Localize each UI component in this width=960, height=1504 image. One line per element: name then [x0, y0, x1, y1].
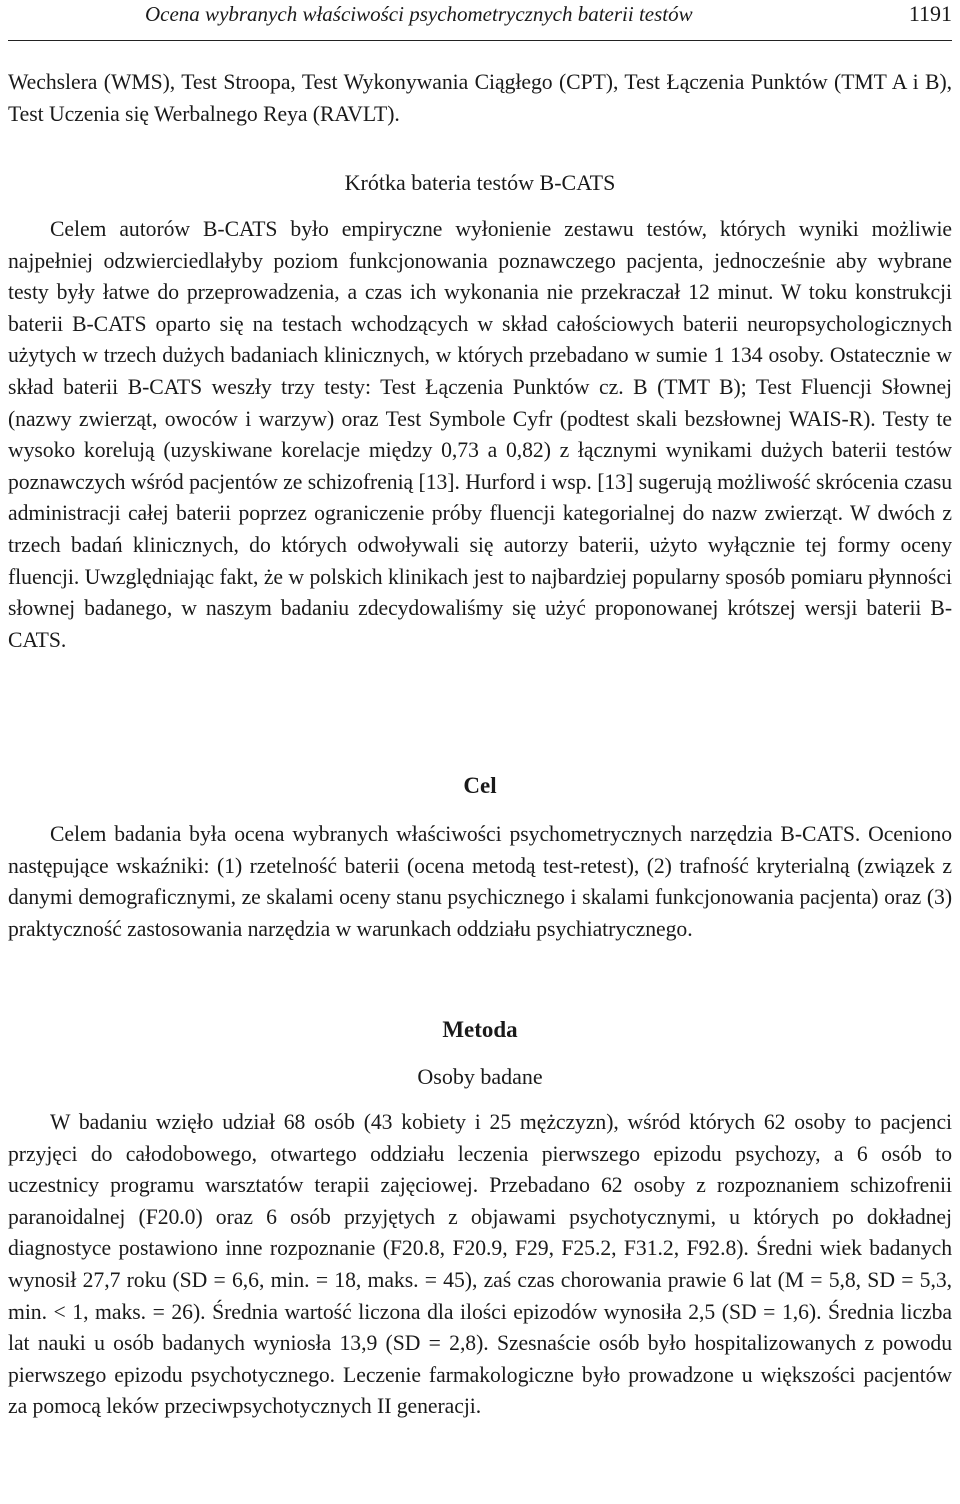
running-title: Ocena wybranych właściwości psychometrycznych baterii testów [145, 2, 693, 26]
section-heading-bcats: Krótka bateria testów B-CATS [344, 170, 616, 195]
paragraph-osoby-badane: W badaniu wzięło udział 68 osób (43 kobiety i 25 mężczyzn), wśród których 62 osoby to pacjenci przyjęci do całodobowego, otwartego oddziału leczenia pierwszego epizodu psychozy, a 6 osób to uczestnicy programu warsztatów terapii zajęciowej. Przebadano 62 osoby z rozpoznaniem schizofrenii paranoidalnej (F20.0) oraz 6 osób przyjętych z objawami psychotycznymi, u których po dokładnej diagnostyce postawiono inne rozpoznanie (F20.8, F20.9, F29, F25.2, F31.2, F92.8). Średni wiek badanych wynosił 27,7 roku (SD = 6,6, min. = 18, maks. = 45), zaś czas chorowania prawie 6 lat (M = 5,8, SD = 5,3, min. < 1, maks. = 26). Średnia wartość liczona dla ilości epizodów wynosiła 2,5 (SD = 1,6). Średnia liczba lat nauki u osób badanych wyniosła 13,9 (SD = 2,8). Szesnaście osób było hospitalizowanych z powodu pierwszego epizodu psychotycznego. Leczenie farmakologiczne było prowadzone u większości pacjentów za pomocą leków przeciwpsychotycznych II generacji. [8, 1110, 952, 1419]
subsection-heading-osoby-badane: Osoby badane [417, 1064, 543, 1089]
paragraph-cel: Celem badania była ocena wybranych właściwości psychometrycznych narzędzia B-CATS. Oceniono następujące wskaźniki: (1) rzetelność baterii (ocena metodą test-retest), (2) trafność kryterialną (związek z danymi demograficznymi, ze skalami oceny stanu psychicznego i skalami funkcjonowania pacjenta) oraz (3) praktyczność zastosowania narzędzia w warunkach oddziału psychiatrycznego. [8, 822, 952, 941]
paragraph-continuation: Wechslera (WMS), Test Stroopa, Test Wykonywania Ciągłego (CPT), Test Łączenia Punktów (TMT A i B), Test Uczenia się Werbalnego Reya (RAVLT). [8, 70, 952, 126]
section-heading-metoda: Metoda [442, 1017, 518, 1042]
running-header [8, 0, 952, 41]
page-number: 1191 [908, 1, 952, 26]
section-heading-cel: Cel [463, 773, 497, 798]
paragraph-bcats-description: Celem autorów B-CATS było empiryczne wyłonienie zestawu testów, których wyniki możliwie najpełniej odzwierciedlałyby poziom funkcjonowania poznawczego pacjenta, jednocześnie aby wybrane testy były łatwe do przeprowadzenia, a czas ich wykonania nie przekraczał 12 minut. W toku konstrukcji baterii B-CATS oparto się na testach wchodzących w skład całościowych baterii neuropsychologicznych użytych w trzech dużych badaniach klinicznych, w których przebadano w sumie 1 134 osoby. Ostatecznie w skład baterii B-CATS weszły trzy testy: Test Łączenia Punktów cz. B (TMT B); Test Fluencji Słownej (nazwy zwierząt, owoców i warzyw) oraz Test Symbole Cyfr (podtest skali bezsłownej WAIS-R). Testy te wysoko korelują (uzyskiwane korelacje między 0,73 a 0,82) z łącznymi wynikami dużych baterii testów poznawczych wśród pacjentów ze schizofrenią [13]. Hurford i wsp. [13] sugerują możliwość skrócenia czasu administracji całej baterii poprzez ograniczenie próby fluencji kategorialnej do nazw zwierząt. W dwóch z trzech badań klinicznych, do których odwoływali się autorzy baterii, użyto wyłącznie tej formy oceny fluencji. Uwzględniając fakt, że w polskich klinikach jest to najbardziej popularny sposób pomiaru płynności słownej badanego, w naszym badaniu zdecydowaliśmy się użyć proponowanej krótszej wersji baterii B-CATS. [8, 217, 952, 652]
